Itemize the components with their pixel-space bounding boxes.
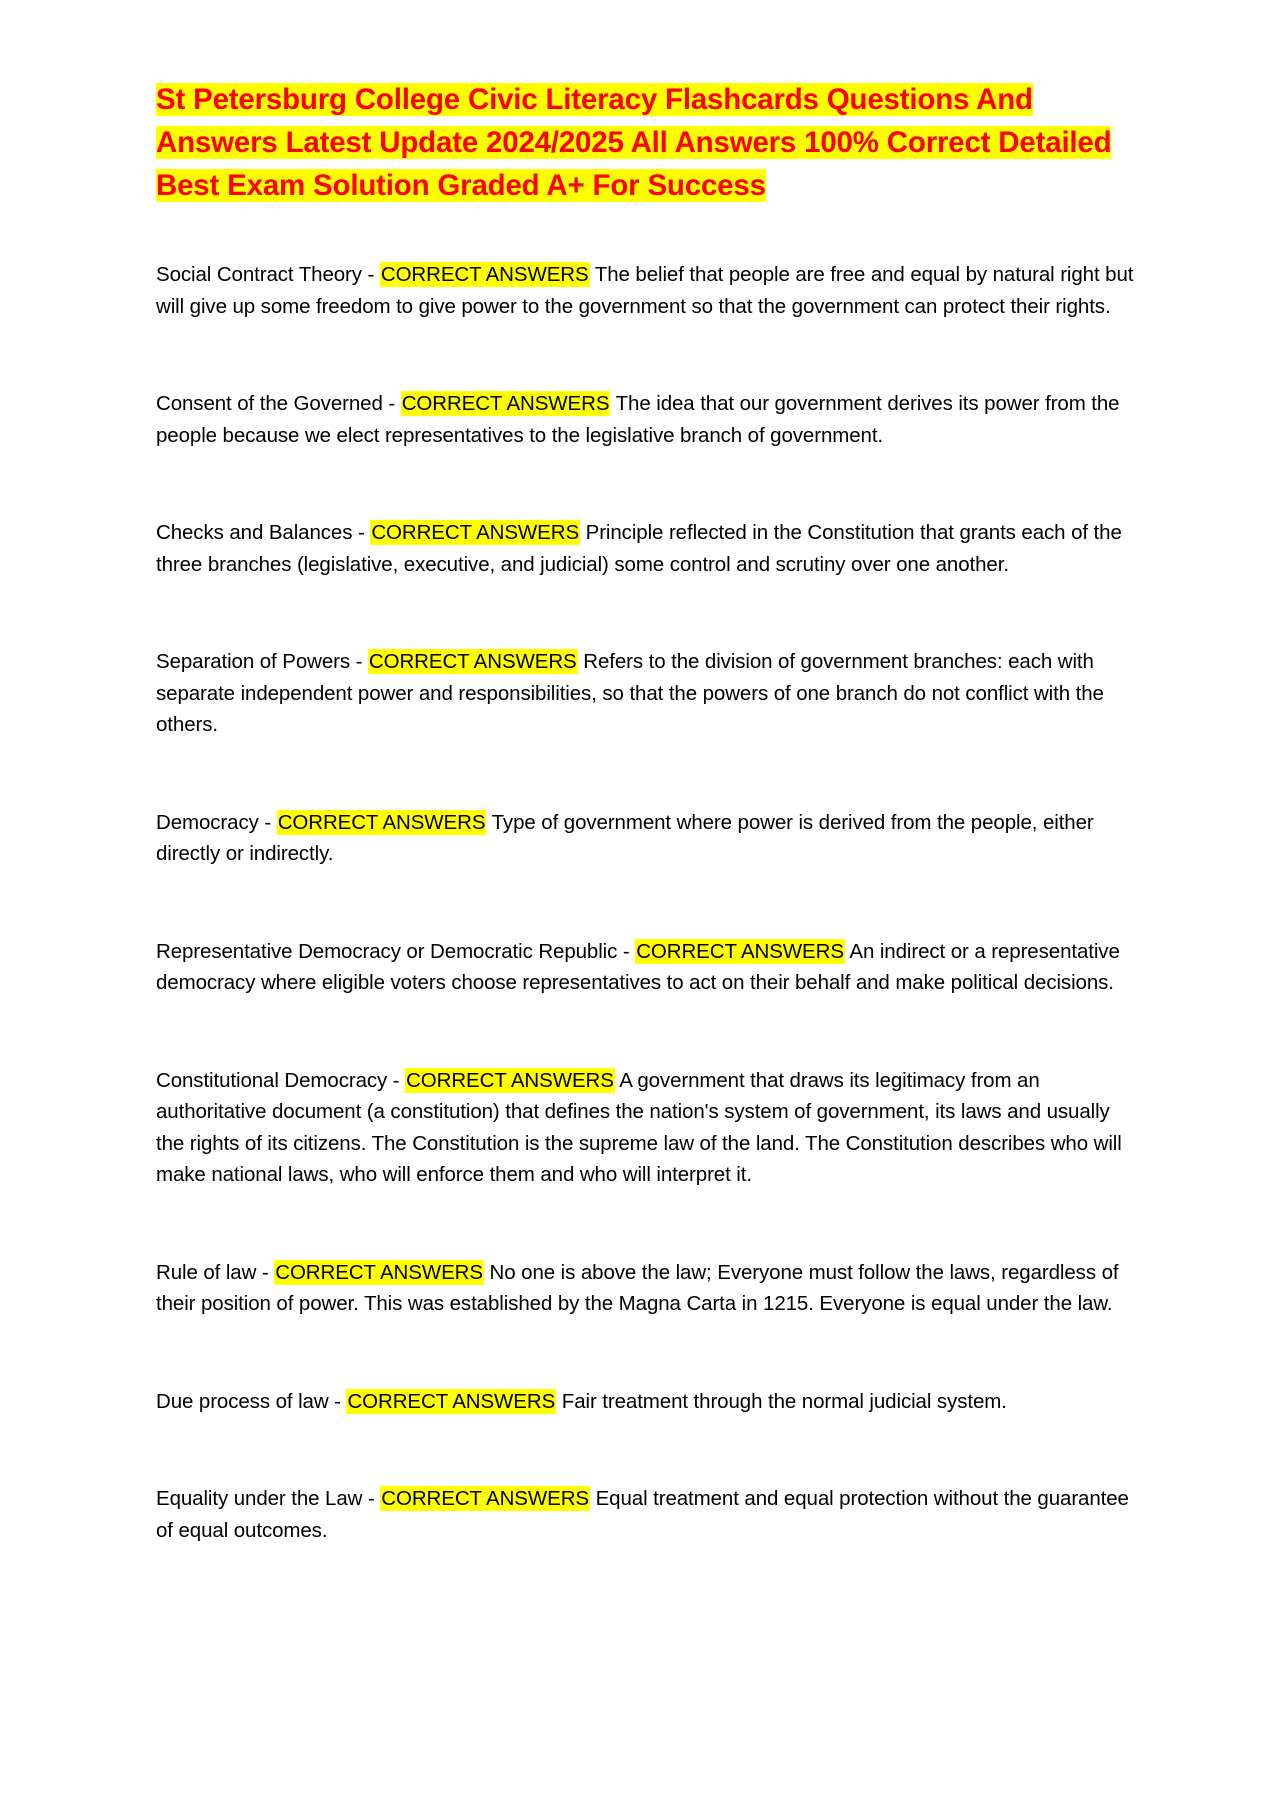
flashcard-entry — [156, 646, 1136, 741]
flashcard-entry — [156, 936, 1136, 999]
flashcard-entry — [156, 259, 1136, 322]
flashcard-definition: Refers to the division of government branches: each with separate independent power and responsibilities, so that the powers of one branch do not conflict with the others. — [156, 650, 1104, 736]
correct-answers-badge: CORRECT ANSWERS — [371, 521, 580, 544]
flashcard-definition: An indirect or a representative democracy where eligible voters choose representatives to act on their behalf and make political decisions. — [156, 939, 1120, 994]
flashcard-definition: Principle reflected in the Constitution that grants each of the three branches (legislative, executive, and judicial) some control and scrutiny over one another. — [156, 521, 1122, 576]
document-title-text: St Petersburg College Civic Literacy Flashcards Questions And Answers Latest Update 2024/2025 All Answers 100% Correct Detailed Best Exam Solution Graded A+ For Success — [156, 83, 1112, 202]
flashcard-definition: Fair treatment through the normal judicial system. — [556, 1389, 1007, 1413]
flashcard-term: Constitutional Democracy - — [156, 1068, 406, 1092]
flashcard-term: Checks and Balances - — [156, 521, 371, 544]
flashcard-definition: Equal treatment and equal protection without the guarantee of equal outcomes. — [156, 1487, 1129, 1542]
correct-answers-badge: CORRECT ANSWERS — [401, 392, 610, 415]
flashcard-list — [156, 259, 1136, 1546]
flashcard-entry — [156, 517, 1136, 580]
flashcard-term: Separation of Powers - — [156, 650, 368, 673]
correct-answers-badge: CORRECT ANSWERS — [406, 1068, 614, 1092]
flashcard-term: Social Contract Theory - — [156, 263, 380, 286]
flashcard-definition: A government that draws its legitimacy from an authoritative document (a constitution) that defines the nation's system of government, its laws and usually the rights of its citizens. The Constitution is the supreme law of the land. The Constitution describes who will make national laws, who will enforce them and who will interpret it. — [156, 1068, 1122, 1186]
flashcard-term: Rule of law - — [156, 1260, 275, 1284]
flashcard-definition: The belief that people are free and equal by natural right but will give up some freedom to give power to the government so that the government can protect their rights. — [156, 263, 1134, 318]
flashcard-entry — [156, 388, 1136, 451]
correct-answers-badge: CORRECT ANSWERS — [636, 939, 844, 963]
correct-answers-badge: CORRECT ANSWERS — [380, 263, 589, 286]
flashcard-entry — [156, 1483, 1136, 1546]
correct-answers-badge: CORRECT ANSWERS — [381, 1487, 589, 1510]
flashcard-term: Consent of the Governed - — [156, 392, 401, 415]
correct-answers-badge: CORRECT ANSWERS — [347, 1389, 556, 1413]
flashcard-definition: No one is above the law; Everyone must follow the laws, regardless of their position of power. This was established by the Magna Carta in 1215. Everyone is equal under the law. — [156, 1260, 1119, 1315]
document-page — [156, 78, 1136, 1612]
flashcard-entry — [156, 1386, 1136, 1418]
flashcard-definition: Type of government where power is derived from the people, either directly or indirectly. — [156, 810, 1094, 865]
flashcard-entry — [156, 807, 1136, 870]
flashcard-entry — [156, 1065, 1136, 1191]
flashcard-term: Due process of law - — [156, 1389, 347, 1413]
correct-answers-badge: CORRECT ANSWERS — [368, 650, 577, 673]
correct-answers-badge: CORRECT ANSWERS — [275, 1260, 483, 1284]
flashcard-term: Representative Democracy or Democratic Republic - — [156, 939, 636, 963]
correct-answers-badge: CORRECT ANSWERS — [277, 810, 486, 834]
flashcard-entry — [156, 1257, 1136, 1320]
flashcard-term: Equality under the Law - — [156, 1487, 381, 1510]
document-title — [156, 78, 1136, 207]
flashcard-definition: The idea that our government derives its power from the people because we elect representatives to the legislative branch of government. — [156, 392, 1120, 447]
flashcard-term: Democracy - — [156, 810, 277, 834]
